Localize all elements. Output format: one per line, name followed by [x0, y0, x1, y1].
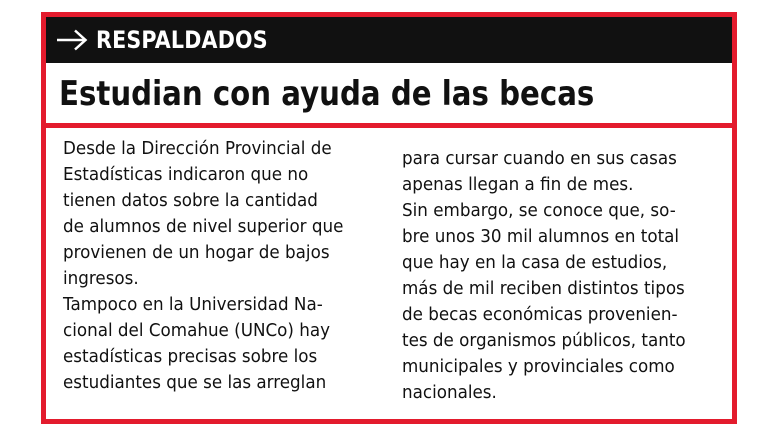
kicker-label: RESPALDADOS	[96, 26, 268, 54]
body-line: Estadísticas indicaron que no	[63, 164, 309, 185]
body-line: de alumnos de nivel superior que	[63, 216, 344, 237]
body-line: que hay en la casa de estudios,	[402, 252, 668, 273]
body-line: Tampoco en la Universidad Na-	[63, 294, 323, 315]
body-line: cional del Comahue (UNCo) hay	[63, 320, 331, 341]
body-line: tienen datos sobre la cantidad	[63, 190, 318, 211]
body-line: para cursar cuando en sus casas	[402, 148, 677, 169]
body-line: ingresos.	[63, 268, 139, 289]
body-line: municipales y provinciales como	[402, 356, 675, 377]
body-line: Desde la Dirección Provincial de	[63, 138, 332, 159]
headline: Estudian con ayuda de las becas	[59, 74, 595, 114]
body-column-right	[402, 146, 712, 406]
body-line: apenas llegan a fin de mes.	[402, 174, 634, 195]
body-line: provienen de un hogar de bajos	[63, 242, 330, 263]
body-line: estadísticas precisas sobre los	[63, 346, 318, 367]
body-line: más de mil reciben distintos tipos	[402, 278, 685, 299]
right-arrow-icon	[56, 29, 88, 51]
body-line: tes de organismos públicos, tanto	[402, 330, 686, 351]
body-line: bre unos 30 mil alumnos en total	[402, 226, 680, 247]
kicker-bar	[46, 17, 732, 63]
body-line: estudiantes que se las arreglan	[63, 372, 327, 393]
headline-area	[46, 63, 732, 128]
body-column-left	[63, 136, 373, 396]
body-line: de becas económicas provenien-	[402, 304, 678, 325]
body-line: nacionales.	[402, 382, 497, 403]
body-line: Sin embargo, se conoce que, so-	[402, 200, 676, 221]
